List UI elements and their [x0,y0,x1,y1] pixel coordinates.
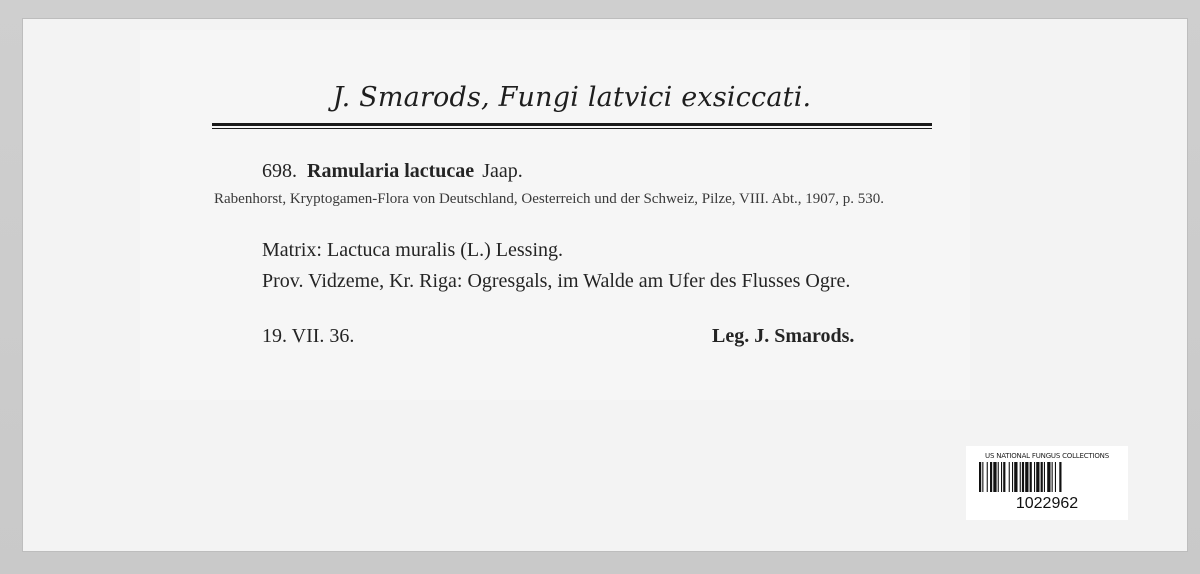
collection-date: 19. VII. 36. [262,325,355,347]
exsiccata-number: 698. [262,160,297,182]
barcode-number: 1022962 [1015,495,1079,512]
literature-reference: Rabenhorst, Kryptogamen-Flora von Deutschland, Oesterreich und der Schweiz, Pilze, VIII. Abt., 1907, p. 530. [214,191,884,207]
taxon-author: Jaap. [482,160,523,182]
host-matrix: Matrix: Lactuca muralis (L.) Lessing. [262,239,564,261]
collection-locality: Prov. Vidzeme, Kr. Riga: Ogresgals, im Walde am Ufer des Flusses Ogre. [262,270,851,292]
barcode-caption: US NATIONAL FUNGUS COLLECTIONS [985,452,1109,460]
barcode-bars [978,462,1116,492]
taxon-name: Ramularia lactucae [307,160,475,182]
barcode-label [966,446,1128,520]
specimen-title-line [262,160,523,183]
label-header-title: J. Smarods, Fungi latvici exsiccati. [332,82,812,113]
collector-name: Leg. J. Smarods. [712,325,855,347]
header-rule [212,123,932,129]
